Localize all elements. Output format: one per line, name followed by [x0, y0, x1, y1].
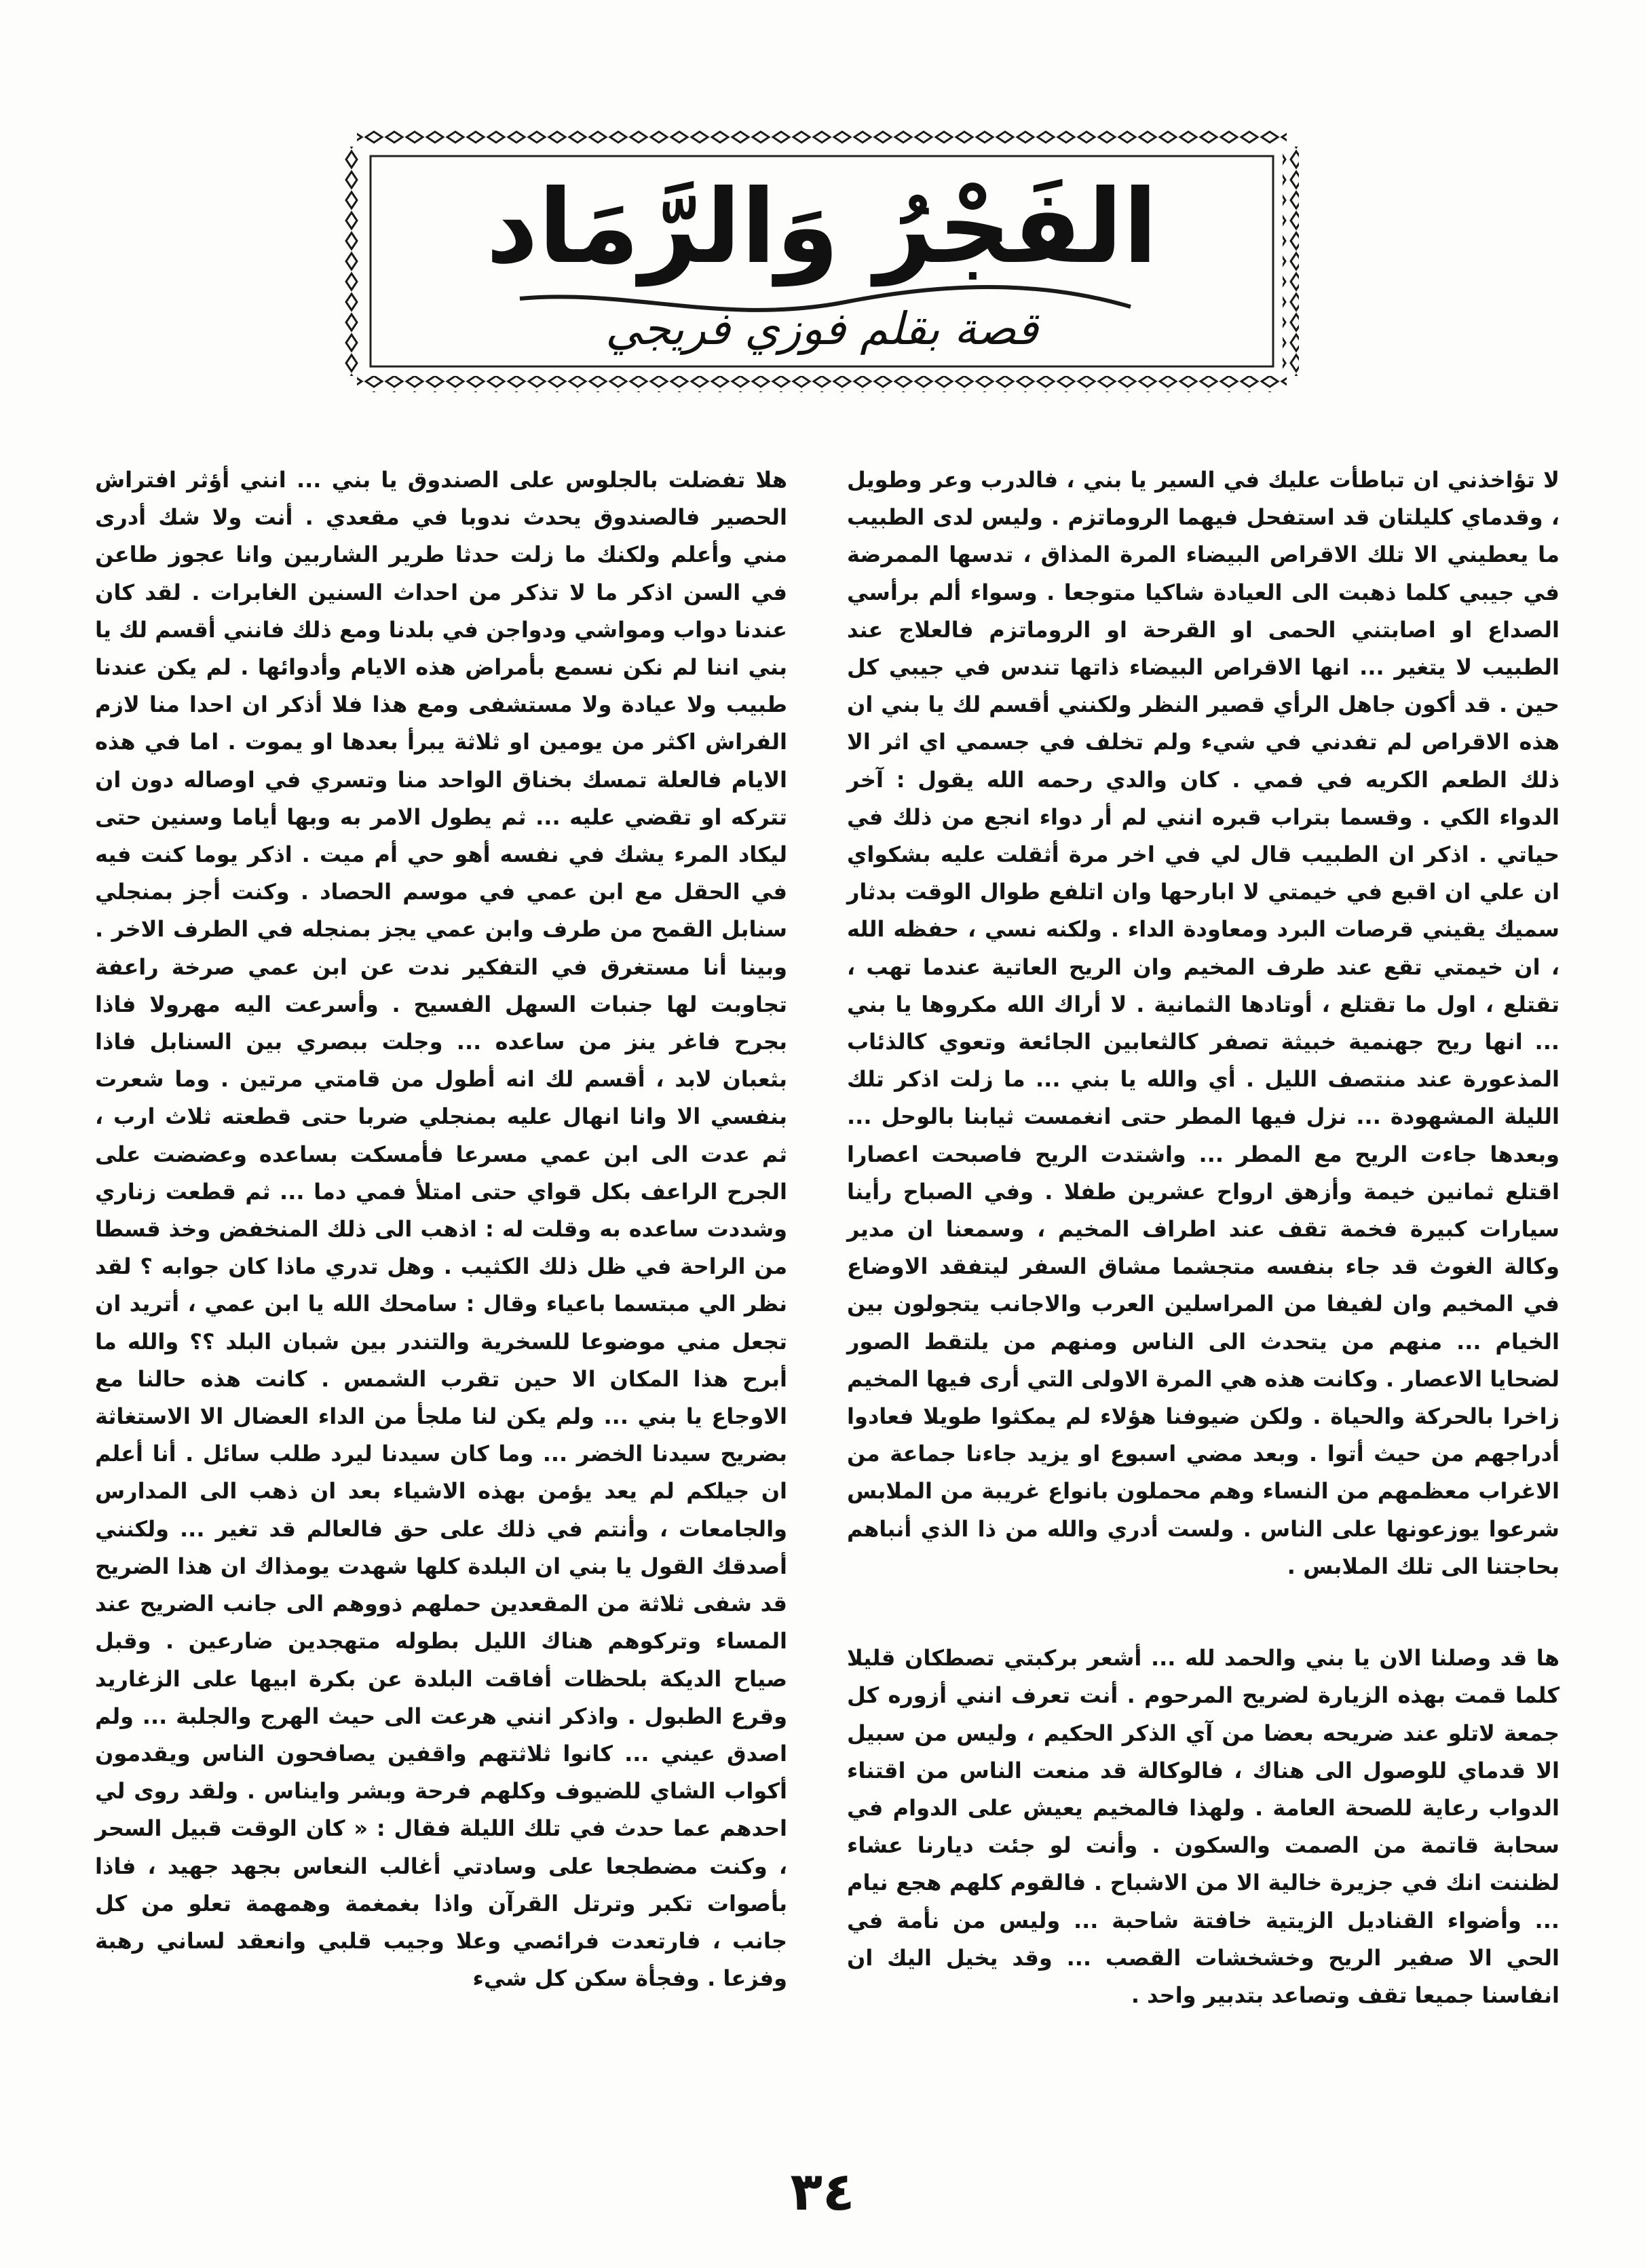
right-paragraph-1: لا تؤاخذني ان تباطأت عليك في السير يا بني ، فالدرب وعر وطويل ، وقدماي كليلتان قد استفحل فيهما الروماتزم . وليس لدى الطبيب ما يعطيني الا تلك الاقراص البيضاء المرة المذاق ، تدسها الممرضة في جيبي كلما ذهبت الى العيادة شاكيا متوجعا . وسواء ألم برأسي الصداع او اصابتني الحمى او القرحة او الروماتزم فالعلاج عند الطبيب لا يتغير ... انها الاقراص البيضاء ذاتها تندس في جيبي كل حين . قد أكون جاهل الرأي قصير النظر ولكنني أقسم لك يا بني ان هذه الاقراص لم تفدني في شيء ولم تخلف في جسمي اي اثر الا ذلك الطعم الكريه في فمي . كان والدي رحمه الله يقول : آخر الدواء الكي . وقسما بتراب قبره انني لم أر دواء انجع من ذلك في حياتي . اذكر ان الطبيب قال لي في اخر مرة أثقلت عليه بشكواي ان علي ان اقبع في خيمتي لا ابارحها وان اتلفع طوال الوقت بدثار سميك يقيني قرصات البرد ومعاودة الداء . ولكنه نسي ، حفظه الله ، ان خيمتي تقع عند طرف المخيم وان الريح العاتية عندما تهب ، تقتلع ، اول ما تقتلع ، أوتادها الثمانية . لا أراك الله مكروها يا بني ... انها ريح جهنمية خبيثة تصفر كالثعابين الجائعة وتعوي كالذئاب المذعورة عند منتصف الليل . أي والله يا بني ... ما زلت اذكر تلك الليلة المشهودة ... نزل فيها المطر حتى انغمست ثيابنا بالوحل ... وبعدها جاءت الريح مع المطر ... واشتدت الريح فاصبحت اعصارا اقتلع ثمانين خيمة وأزهق ارواح عشرين طفلا . وفي الصباح رأينا سيارات كبيرة فخمة تقف عند اطراف المخيم ، وسمعنا ان مدير وكالة الغوث قد جاء بنفسه متجشما مشاق السفر ليتفقد الاوضاع في المخيم وان لفيفا من المراسلين العرب والاجانب يتجولون بين الخيام ... منهم من يتحدث الى الناس ومنهم من يلتقط الصور لضحايا الاعصار . وكانت هذه هي المرة الاولى التي أرى فيها المخيم زاخرا بالحركة والحياة . ولكن ضيوفنا هؤلاء لم يمكثوا طويلا فعادوا أدراجهم من حيث أتوا . وبعد مضي اسبوع او يزيد جاءنا جماعة من الاغراب معظمهم من النساء وهم محملون بانواع غريبة من الملابس شرعوا يوزعونها على الناس . ولست أدري والله من ذا الذي أنباهم بحاجتنا الى تلك الملابس .	[847, 467, 1559, 1579]
title-frame	[343, 129, 1300, 394]
right-paragraph-2: ها قد وصلنا الان يا بني والحمد لله ... أشعر بركبتي تصطكان قليلا كلما قمت بهذه الزيارة لضريح المرحوم . أنت تعرف انني أزوره كل جمعة لاتلو عند ضريحه بعضا من آي الذكر الحكيم ، وليس من سبيل الا قدماي للوصول الى هناك ، فالوكالة قد منعت الناس من اقتناء الدواب رعاية للصحة العامة . ولهذا فالمخيم يعيش على الدوام في سحابة قاتمة من الصمت والسكون . وأنت لو جئت ديارنا عشاء لظننت انك في جزيرة خالية الا من الاشباح . فالقوم كلهم هجع نيام ... وأضواء القناديل الزيتية خافتة شاحبة ... وليس من نأمة في الحي الا صفير الريح وخشخشات القصب ... وقد يخيل اليك ان انفاسنا جميعا تقف وتصاعد بتدبير واحد .	[847, 1645, 1559, 2008]
left-text-column	[95, 461, 787, 2253]
page-number: ٣٤	[790, 2161, 855, 2223]
left-paragraph-1: هلا تفضلت بالجلوس على الصندوق يا بني ... انني أؤثر افتراش الحصير فالصندوق يحدث ندوبا في مقعدي . أنت ولا شك أدرى مني وأعلم ولكنك ما زلت حدثا طرير الشاربين وانا عجوز طاعن في السن اذكر ما لا تذكر من احداث السنين الغابرات . لقد كان عندنا دواب ومواشي ودواجن في بلدنا ومع ذلك فانني أقسم لك يا بني اننا لم نكن نسمع بأمراض هذه الايام وأدوائها . لم يكن عندنا طبيب ولا عيادة ولا مستشفى ومع هذا فلا أذكر ان احدا منا لازم الفراش اكثر من يومين او ثلاثة يبرأ بعدها او يموت . اما في هذه الايام فالعلة تمسك بخناق الواحد منا وتسري في اوصاله دون ان تتركه او تقضي عليه ... ثم يطول الامر به وبها أياما وسنين حتى ليكاد المرء يشك في نفسه أهو حي أم ميت . اذكر يوما كنت فيه في الحقل مع ابن عمي في موسم الحصاد . وكنت أجز بمنجلي سنابل القمح من طرف وابن عمي يجز بمنجله في الطرف الاخر . وبينا أنا مستغرق في التفكير ندت عن ابن عمي صرخة راعفة تجاوبت لها جنبات السهل الفسيح . وأسرعت اليه مهرولا فاذا بجرح فاغر ينز من ساعده ... وجلت ببصري بين السنابل فاذا بثعبان لابد ، أقسم لك انه أطول من قامتي مرتين . وما شعرت بنفسي الا وانا انهال عليه بمنجلي ضربا حتى قطعته ثلاث ارب ، ثم عدت الى ابن عمي مسرعا فأمسكت بساعده وعضضت على الجرح الراعف بكل قواي حتى امتلأ فمي دما ... ثم قطعت زناري وشددت ساعده به وقلت له : اذهب الى ذلك المنخفض وخذ قسطا من الراحة في ظل ذلك الكثيب . وهل تدري ماذا كان جوابه ؟ لقد نظر الي مبتسما باعياء وقال : سامحك الله يا ابن عمي ، أتريد ان تجعل مني موضوعا للسخرية والتندر بين شبان البلد ؟؟ والله ما أبرح هذا المكان الا حين تقرب الشمس . كانت هذه حالنا مع الاوجاع يا بني ... ولم يكن لنا ملجأ من الداء العضال الا الاستغاثة بضريح سيدنا الخضر ... وما كان سيدنا ليرد طلب سائل . أنا أعلم ان جيلكم لم يعد يؤمن بهذه الاشياء بعد ان ذهب الى المدارس والجامعات ، وأنتم في ذلك على حق فالعالم قد تغير ... ولكنني أصدقك القول يا بني ان البلدة كلها شهدت يومذاك ان هذا الضريح قد شفى ثلاثة من المقعدين حملهم ذووهم الى جانب الضريح عند المساء وتركوهم هناك الليل بطوله متهجدين ضارعين . وقبل صياح الديكة بلحظات أفاقت البلدة عن بكرة ابيها على الزغاريد وقرع الطبول . واذكر انني هرعت الى حيث الهرج والجلبة ... ولم اصدق عيني ... كانوا ثلاثتهم واقفين يصافحون الناس ويقدمون أكواب الشاي للضيوف وكلهم فرحة وبشر وايناس . ولقد روى لي احدهم عما حدث في تلك الليلة فقال : « كان الوقت قبيل السحر ، وكنت مضطجعا على وسادتي أغالب النعاس بجهد جهيد ، فاذا بأصوات تكبر وترتل القرآن واذا بغمغمة وهمهمة تعلو من كل جانب ، فارتعدت فرائصي وعلا وجيب قلبي وانعقد لساني رهبة وفزعا . وفجأة سكن كل شيء	[95, 467, 787, 1992]
story-byline: قصة بقلم فوزي فريجي	[605, 303, 1038, 355]
story-title: الفَجْرُ وَالرَّمَاد	[486, 168, 1158, 286]
right-text-column	[847, 461, 1559, 2199]
